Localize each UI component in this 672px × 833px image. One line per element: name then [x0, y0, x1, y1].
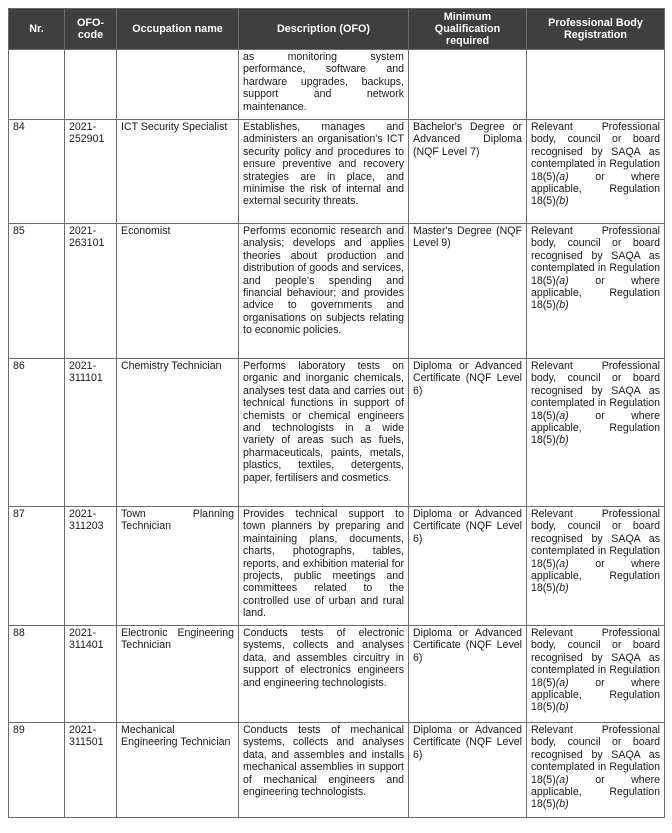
- cell-qualification: Diploma or Advanced Certificate (NQF Level 6): [409, 507, 527, 626]
- cell-nr: 85: [9, 224, 65, 359]
- cell-registration: Relevant Professional body, council or board recognised by SAQA as contemplated in Regulation 18(5)(a) or where applicable, Regulation 18(5)(b): [527, 359, 665, 507]
- header-qualification: Minimum Qualification required: [409, 9, 527, 50]
- header-registration: Professional Body Registration: [527, 9, 665, 50]
- cell-occupation: Chemistry Technician: [117, 359, 239, 507]
- table-row-continuation: [9, 50, 665, 120]
- cell-qualification: Master's Degree (NQF Level 9): [409, 224, 527, 359]
- cell-nr: [9, 50, 65, 120]
- cell-description: Performs laboratory tests on organic and inorganic chemicals, analyses test data and carries out technical functions in support of chemists or chemical engineers and technologists in a wide variety of areas such as fuels, pharmaceuticals, paints, metals, plastics, textiles, detergents, paper, fertilisers and cosmetics.: [239, 359, 409, 507]
- cell-description: Conducts tests of mechanical systems, collects and analyses data, and assembles and installs mechanical assemblies in support of mechanical engineers and engineering technologists.: [239, 723, 409, 818]
- header-description: Description (OFO): [239, 9, 409, 50]
- cell-description: as monitoring system performance, software and hardware upgrades, backups, support and network maintenance.: [239, 50, 409, 120]
- cell-description: Conducts tests of electronic systems, collects and analyses data, and assembles circuitry in support of electronics engineers and engineering technologists.: [239, 626, 409, 723]
- table-body: [9, 50, 665, 818]
- cell-registration: Relevant Professional body, council or board recognised by SAQA as contemplated in Regulation 18(5)(a) or where applicable, Regulation 18(5)(b): [527, 626, 665, 723]
- cell-registration: Relevant Professional body, council or board recognised by SAQA as contemplated in Regulation 18(5)(a) or where applicable, Regulation 18(5)(b): [527, 507, 665, 626]
- cell-qualification: Diploma or Advanced Certificate (NQF Level 6): [409, 359, 527, 507]
- cell-ofo-code: 2021-311101: [65, 359, 117, 507]
- cell-qualification: Diploma or Advanced Certificate (NQF Level 6): [409, 723, 527, 818]
- cell-nr: 86: [9, 359, 65, 507]
- cell-nr: 89: [9, 723, 65, 818]
- table-row: [9, 723, 665, 818]
- header-occupation-name: Occupation name: [117, 9, 239, 50]
- table-row: [9, 626, 665, 723]
- cell-occupation: Economist: [117, 224, 239, 359]
- cell-ofo-code: 2021-311401: [65, 626, 117, 723]
- cell-ofo-code: 2021-263101: [65, 224, 117, 359]
- cell-occupation: [117, 50, 239, 120]
- cell-occupation: Town Planning Technician: [117, 507, 239, 626]
- table-row: [9, 120, 665, 224]
- cell-occupation: Mechanical Engineering Technician: [117, 723, 239, 818]
- cell-ofo-code: 2021-311501: [65, 723, 117, 818]
- cell-registration: [527, 50, 665, 120]
- header-ofo-code: OFO-code: [65, 9, 117, 50]
- cell-registration: Relevant Professional body, council or board recognised by SAQA as contemplated in Regulation 18(5)(a) or where applicable, Regulation 18(5)(b): [527, 224, 665, 359]
- cell-ofo-code: 2021-311203: [65, 507, 117, 626]
- cell-description: Performs economic research and analysis; develops and applies theories about production and distribution of goods and services, and people's spending and financial behaviour; and provides advice to governments and organisations on subjects relating to economic policies.: [239, 224, 409, 359]
- cell-registration: Relevant Professional body, council or board recognised by SAQA as contemplated in Regulation 18(5)(a) or where applicable, Regulation 18(5)(b): [527, 723, 665, 818]
- table-row: [9, 224, 665, 359]
- cell-qualification: Diploma or Advanced Certificate (NQF Level 6): [409, 626, 527, 723]
- cell-description: Establishes, manages and administers an organisation's ICT security policy and procedures to ensure preventive and recovery strategies are in place, and minimise the risk of internal and external security threats.: [239, 120, 409, 224]
- cell-occupation: ICT Security Specialist: [117, 120, 239, 224]
- table-row: [9, 359, 665, 507]
- header-nr: Nr.: [9, 9, 65, 50]
- cell-nr: 87: [9, 507, 65, 626]
- table-row: [9, 507, 665, 626]
- cell-nr: 84: [9, 120, 65, 224]
- cell-description: Provides technical support to town planners by preparing and maintaining plans, documents, charts, photographs, tables, reports, and exhibition material for projects, public meetings and committees related to the controlled use of urban and rural land.: [239, 507, 409, 626]
- cell-qualification: [409, 50, 527, 120]
- ofo-occupations-table: [8, 8, 665, 818]
- cell-ofo-code: [65, 50, 117, 120]
- cell-occupation: Electronic Engineering Technician: [117, 626, 239, 723]
- cell-ofo-code: 2021-252901: [65, 120, 117, 224]
- cell-nr: 88: [9, 626, 65, 723]
- table-header-row: [9, 9, 665, 50]
- cell-qualification: Bachelor's Degree or Advanced Diploma (NQF Level 7): [409, 120, 527, 224]
- cell-registration: Relevant Professional body, council or board recognised by SAQA as contemplated in Regulation 18(5)(a) or where applicable, Regulation 18(5)(b): [527, 120, 665, 224]
